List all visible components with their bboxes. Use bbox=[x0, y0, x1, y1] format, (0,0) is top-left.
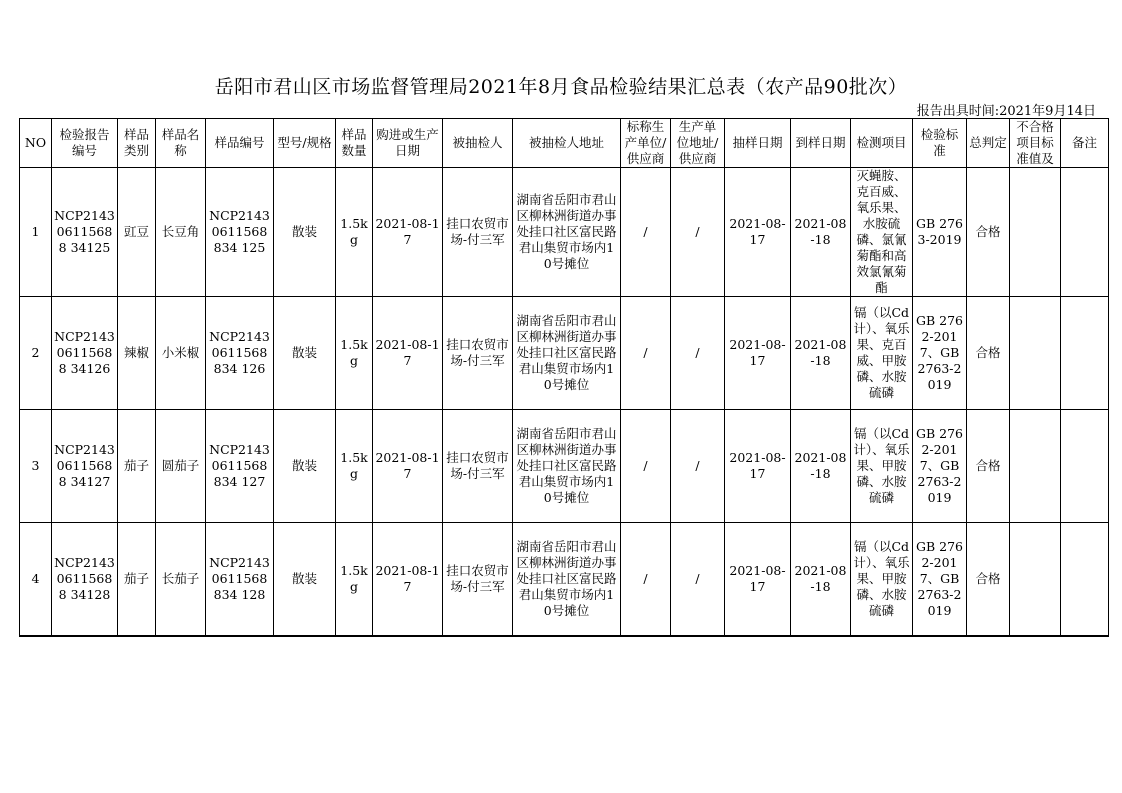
cell-purchase-date: 2021-08-17 bbox=[373, 410, 443, 523]
cell-standard: GB 2762-2017、GB 2763-2019 bbox=[913, 410, 967, 523]
cell-arrival-date: 2021-08-18 bbox=[791, 168, 851, 297]
cell-report-no: NCP214306115688 34126 bbox=[52, 297, 118, 410]
cell-name: 小米椒 bbox=[156, 297, 206, 410]
cell-nonconforming bbox=[1010, 297, 1061, 410]
cell-no: 4 bbox=[20, 523, 52, 637]
cell-spec: 散装 bbox=[274, 523, 336, 637]
header-cell-producer-address: 生产单位地址/供应商 bbox=[671, 119, 725, 168]
header-cell-sampling-date: 抽样日期 bbox=[725, 119, 791, 168]
cell-inspected: 挂口农贸市场-付三军 bbox=[443, 410, 513, 523]
cell-quantity: 1.5kg bbox=[336, 523, 373, 637]
cell-purchase-date: 2021-08-17 bbox=[373, 168, 443, 297]
header-cell-standard: 检验标准 bbox=[913, 119, 967, 168]
document-title: 岳阳市君山区市场监督管理局2021年8月食品检验结果汇总表（农产品90批次） bbox=[214, 76, 908, 98]
cell-name: 长茄子 bbox=[156, 523, 206, 637]
cell-nonconforming bbox=[1010, 523, 1061, 637]
cell-producer-address: / bbox=[671, 168, 725, 297]
cell-quantity: 1.5kg bbox=[336, 410, 373, 523]
cell-spec: 散装 bbox=[274, 410, 336, 523]
header-cell-address: 被抽检人地址 bbox=[513, 119, 621, 168]
header-cell-category: 样品类别 bbox=[118, 119, 156, 168]
cell-verdict: 合格 bbox=[967, 410, 1010, 523]
cell-no: 2 bbox=[20, 297, 52, 410]
cell-spec: 散装 bbox=[274, 168, 336, 297]
cell-quantity: 1.5kg bbox=[336, 168, 373, 297]
cell-address: 湖南省岳阳市君山区柳林洲街道办事处挂口社区富民路君山集贸市场内10号摊位 bbox=[513, 410, 621, 523]
header-cell-quantity: 样品数量 bbox=[336, 119, 373, 168]
header-cell-spec: 型号/规格 bbox=[274, 119, 336, 168]
cell-standard: GB 2762-2017、GB 2763-2019 bbox=[913, 523, 967, 637]
header-cell-arrival-date: 到样日期 bbox=[791, 119, 851, 168]
header-cell-report-no: 检验报告编号 bbox=[52, 119, 118, 168]
header-cell-verdict: 总判定 bbox=[967, 119, 1010, 168]
cell-producer: / bbox=[621, 297, 671, 410]
cell-standard: GB 2763-2019 bbox=[913, 168, 967, 297]
cell-nonconforming bbox=[1010, 410, 1061, 523]
header-cell-producer: 标称生产单位/供应商 bbox=[621, 119, 671, 168]
table-row bbox=[20, 168, 1109, 297]
cell-purchase-date: 2021-08-17 bbox=[373, 523, 443, 637]
cell-standard: GB 2762-2017、GB 2763-2019 bbox=[913, 297, 967, 410]
cell-category: 茄子 bbox=[118, 410, 156, 523]
cell-report-no: NCP214306115688 34127 bbox=[52, 410, 118, 523]
cell-quantity: 1.5kg bbox=[336, 297, 373, 410]
cell-remark bbox=[1061, 297, 1109, 410]
cell-sampling-date: 2021-08-17 bbox=[725, 297, 791, 410]
cell-address: 湖南省岳阳市君山区柳林洲街道办事处挂口社区富民路君山集贸市场内10号摊位 bbox=[513, 523, 621, 637]
cell-inspected: 挂口农贸市场-付三军 bbox=[443, 168, 513, 297]
cell-items: 镉（以Cd计）、氧乐果、甲胺磷、水胺硫磷 bbox=[851, 410, 913, 523]
cell-report-no: NCP214306115688 34125 bbox=[52, 168, 118, 297]
header-cell-purchase-date: 购进或生产日期 bbox=[373, 119, 443, 168]
header-cell-items: 检测项目 bbox=[851, 119, 913, 168]
cell-producer: / bbox=[621, 523, 671, 637]
cell-nonconforming bbox=[1010, 168, 1061, 297]
cell-address: 湖南省岳阳市君山区柳林洲街道办事处挂口社区富民路君山集贸市场内10号摊位 bbox=[513, 168, 621, 297]
cell-items: 镉（以Cd计）、氧乐果、克百威、甲胺磷、水胺硫磷 bbox=[851, 297, 913, 410]
cell-report-no: NCP214306115688 34128 bbox=[52, 523, 118, 637]
header-cell-inspected: 被抽检人 bbox=[443, 119, 513, 168]
cell-arrival-date: 2021-08-18 bbox=[791, 410, 851, 523]
cell-sample-no: NCP21430611568834 126 bbox=[206, 297, 274, 410]
cell-producer: / bbox=[621, 168, 671, 297]
cell-arrival-date: 2021-08-18 bbox=[791, 297, 851, 410]
cell-name: 圆茄子 bbox=[156, 410, 206, 523]
header-cell-remark: 备注 bbox=[1061, 119, 1109, 168]
cell-sampling-date: 2021-08-17 bbox=[725, 168, 791, 297]
cell-producer-address: / bbox=[671, 523, 725, 637]
cell-verdict: 合格 bbox=[967, 523, 1010, 637]
cell-sample-no: NCP21430611568834 127 bbox=[206, 410, 274, 523]
cell-spec: 散装 bbox=[274, 297, 336, 410]
header-cell-sample-no: 样品编号 bbox=[206, 119, 274, 168]
cell-remark bbox=[1061, 523, 1109, 637]
cell-producer-address: / bbox=[671, 297, 725, 410]
cell-sample-no: NCP21430611568834 125 bbox=[206, 168, 274, 297]
header-cell-name: 样品名称 bbox=[156, 119, 206, 168]
cell-arrival-date: 2021-08-18 bbox=[791, 523, 851, 637]
cell-inspected: 挂口农贸市场-付三军 bbox=[443, 297, 513, 410]
cell-sampling-date: 2021-08-17 bbox=[725, 523, 791, 637]
cell-category: 豇豆 bbox=[118, 168, 156, 297]
cell-producer: / bbox=[621, 410, 671, 523]
header-cell-nonconforming: 不合格项目标准值及 bbox=[1010, 119, 1061, 168]
cell-purchase-date: 2021-08-17 bbox=[373, 297, 443, 410]
cell-remark bbox=[1061, 168, 1109, 297]
cell-no: 3 bbox=[20, 410, 52, 523]
report-date: 报告出具时间:2021年9月14日 bbox=[916, 104, 1096, 119]
cell-items: 镉（以Cd计）、氧乐果、甲胺磷、水胺硫磷 bbox=[851, 523, 913, 637]
cell-category: 辣椒 bbox=[118, 297, 156, 410]
table-row bbox=[20, 523, 1109, 637]
cell-verdict: 合格 bbox=[967, 168, 1010, 297]
cell-address: 湖南省岳阳市君山区柳林洲街道办事处挂口社区富民路君山集贸市场内10号摊位 bbox=[513, 297, 621, 410]
cell-sample-no: NCP21430611568834 128 bbox=[206, 523, 274, 637]
cell-producer-address: / bbox=[671, 410, 725, 523]
cell-remark bbox=[1061, 410, 1109, 523]
cell-verdict: 合格 bbox=[967, 297, 1010, 410]
header-cell-no: NO bbox=[20, 119, 52, 168]
cell-no: 1 bbox=[20, 168, 52, 297]
cell-category: 茄子 bbox=[118, 523, 156, 637]
cell-items: 灭蝇胺、克百威、氧乐果、水胺硫磷、氯氰菊酯和高效氯氰菊酯 bbox=[851, 168, 913, 297]
table-header-row bbox=[20, 119, 1109, 168]
table-row bbox=[20, 297, 1109, 410]
table-row bbox=[20, 410, 1109, 523]
inspection-results-table bbox=[19, 118, 1109, 637]
cell-name: 长豆角 bbox=[156, 168, 206, 297]
cell-sampling-date: 2021-08-17 bbox=[725, 410, 791, 523]
cell-inspected: 挂口农贸市场-付三军 bbox=[443, 523, 513, 637]
